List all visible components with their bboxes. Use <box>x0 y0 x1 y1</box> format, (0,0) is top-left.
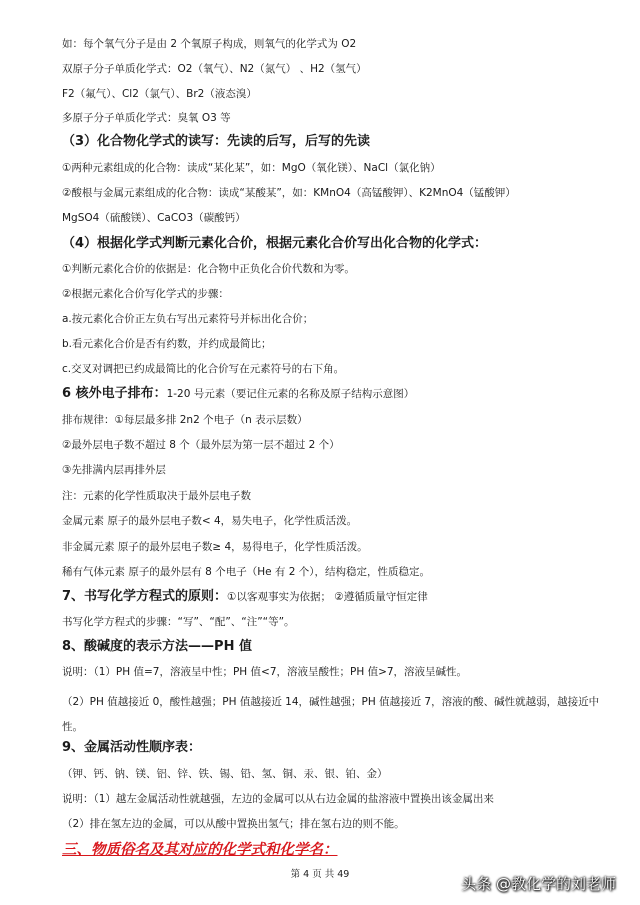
text-line: （2）排在氢左边的金属，可以从酸中置换出氢气；排在氢右边的则不能。 <box>62 818 405 830</box>
section-heading: 9、金属活动性顺序表： <box>62 740 202 755</box>
text-line: 稀有气体元素 原子的最外层有 8 个电子（He 有 2 个），结构稳定，性质稳定。 <box>62 566 430 578</box>
text-line: ②酸根与金属元素组成的化合物：读成“某酸某”，如：KMnO4（高锰酸钾）、K2MnO4（锰酸钾） <box>62 187 516 199</box>
section-heading: 8、酸碱度的表示方法——PH 值 <box>62 639 252 654</box>
text-line: 多原子分子单质化学式：臭氧 O3 等 <box>62 112 231 124</box>
text-line: 注：元素的化学性质取决于最外层电子数 <box>62 490 251 502</box>
text-line: 排布规律：①每层最多排 2n2 个电子（n 表示层数） <box>62 414 308 426</box>
text-line: MgSO4（硫酸镁）、CaCO3（碳酸钙） <box>62 212 246 224</box>
section-heading: （4）根据化学式判断元素化合价，根据元素化合价写出化合物的化学式： <box>62 236 488 251</box>
section-heading-label: 7、书写化学方程式的原则： <box>62 589 228 604</box>
text-line: ①判断元素化合价的依据是：化合物中正负化合价代数和为零。 <box>62 263 355 275</box>
text-line: ②根据元素化合价写化学式的步骤： <box>62 288 229 300</box>
text-line: 说明：（1）PH 值=7，溶液呈中性；PH 值<7，溶液呈酸性；PH 值>7，溶液呈碱性。 <box>62 666 468 678</box>
section-heading-text: ①以客观事实为依据； ②遵循质量守恒定律 <box>227 591 428 603</box>
section-heading-text: 1-20 号元素（要记住元素的名称及原子结构示意图） <box>166 388 415 400</box>
text-line: （钾、钙、钠、镁、铝、锌、铁、锡、铅、氢、铜、汞、银、铂、金） <box>62 768 388 780</box>
section-heading-7 <box>62 589 620 605</box>
watermark-text: 头条 @教化学的刘老师 <box>461 874 616 893</box>
text-line: 双原子分子单质化学式：O2（氧气）、N2（氮气） 、H2（氢气） <box>62 63 367 75</box>
text-line: ①两种元素组成的化合物：读成“某化某”，如：MgO（氧化镁）、NaCl（氯化钠） <box>62 162 441 174</box>
text-line: F2（氟气）、Cl2（氯气）、Br2（液态溴） <box>62 88 257 100</box>
text-line: ②最外层电子数不超过 8 个（最外层为第一层不超过 2 个） <box>62 439 340 451</box>
text-line: ③先排满内层再排外层 <box>62 464 166 476</box>
text-line: 书写化学方程式的步骤：“写”、“配”、“注”“等”。 <box>62 616 295 628</box>
text-line: b.看元素化合价是否有约数，并约成最简比； <box>62 338 272 350</box>
text-line: a.按元素化合价正左负右写出元素符号并标出化合价； <box>62 313 314 325</box>
section-heading: （3）化合物化学式的读写：先读的后写，后写的先读 <box>62 134 371 149</box>
section-heading-label: 6 核外电子排布： <box>62 386 167 401</box>
watermark <box>461 870 616 896</box>
text-line: c.交叉对调把已约成最简比的化合价写在元素符号的右下角。 <box>62 363 345 375</box>
text-line: 说明：（1）越左金属活动性就越强，左边的金属可以从右边金属的盐溶液中置换出该金属出来 <box>62 793 494 805</box>
text-line: 金属元素 原子的最外层电子数< 4，易失电子，化学性质活泼。 <box>62 515 358 527</box>
text-line: 如：每个氧气分子是由 2 个氧原子构成，则氧气的化学式为 O2 <box>62 38 357 50</box>
text-paragraph: （2）PH 值越接近 0，酸性越强；PH 值越接近 14，碱性越强；PH 值越接近 7，溶液的酸、碱性就越弱，越接近中性。 <box>62 696 600 733</box>
page-footer: 第 4 页 共 49 <box>290 869 350 880</box>
chapter-heading: 三、物质俗名及其对应的化学式和化学名： <box>62 842 338 858</box>
section-heading-6 <box>62 386 620 402</box>
text-line: 非金属元素 原子的最外层电子数≥ 4，易得电子，化学性质活泼。 <box>62 541 368 553</box>
